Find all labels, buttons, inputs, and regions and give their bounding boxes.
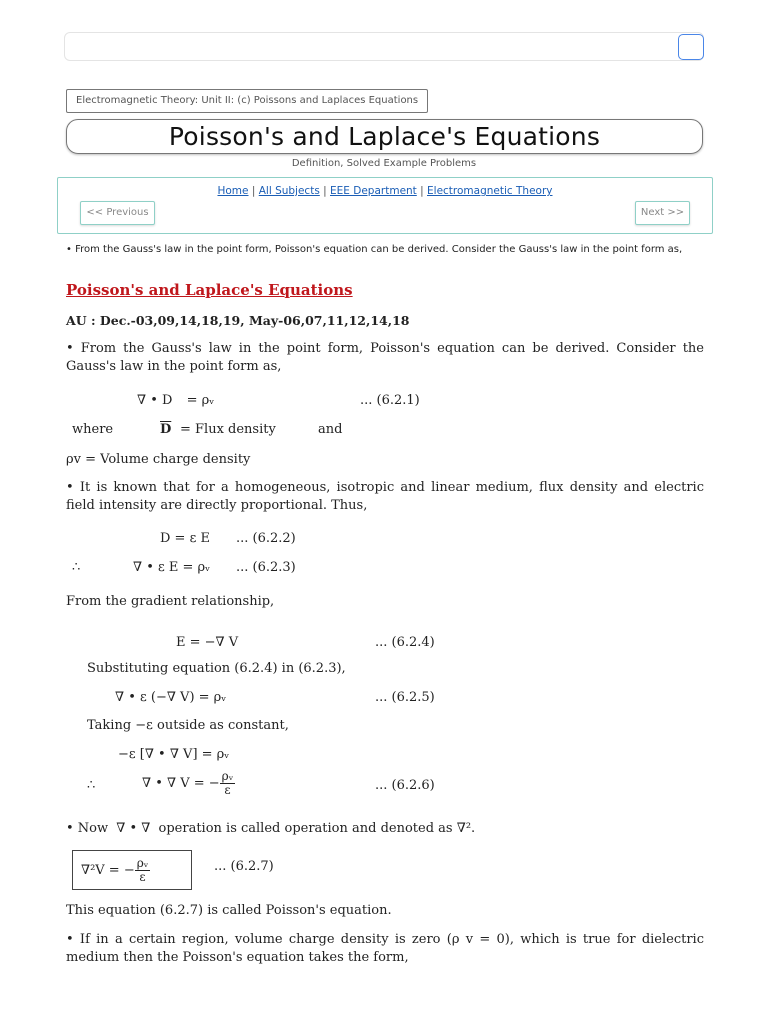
therefore-symbol-2: ∴ [87, 778, 96, 793]
paragraph-laplace: • If in a certain region, volume charge density is zero (ρ v = 0), which is true for dielectric medium then the Poisson's equation takes the form, [66, 932, 704, 965]
eq7-ref: ... (6.2.7) [214, 859, 274, 874]
page-title: Poisson's and Laplace's Equations [66, 119, 703, 154]
eq1-ref: ... (6.2.1) [360, 393, 420, 408]
eq6-ref: ... (6.2.6) [375, 778, 435, 793]
eq7-numerator: ρᵥ [136, 856, 149, 870]
eq7-fraction [135, 857, 151, 884]
eq7-lhs: ∇²V = − [81, 863, 135, 878]
eq5-ref: ... (6.2.5) [375, 690, 435, 705]
now-prefix: • Now [66, 821, 109, 836]
nav-link-eee-department[interactable]: EEE Department [330, 185, 417, 197]
next-button[interactable]: Next >> [635, 201, 690, 225]
equation-6-2-5: ∇ • ε (−∇ V) = ρᵥ [115, 690, 227, 705]
equation-6-2-1 [137, 393, 214, 408]
previous-button[interactable]: << Previous [80, 201, 155, 225]
rho-definition: ρv = Volume charge density [66, 452, 251, 467]
substituting-text: Substituting equation (6.2.4) in (6.2.3), [87, 661, 346, 676]
nabla-dot-nabla: ∇ • ∇ [116, 821, 151, 836]
eq4-ref: ... (6.2.4) [375, 635, 435, 650]
equation-6-2-2: D = ε E [160, 531, 210, 546]
gradient-text: From the gradient relationship, [66, 594, 275, 609]
paragraph-proportional: • It is known that for a homogeneous, isotropic and linear medium, flux density and electric field intensity are directly proportional. Thus, [66, 480, 704, 513]
equation-constant-out: −ε [∇ • ∇ V] = ρᵥ [118, 747, 230, 762]
now-line [66, 820, 704, 838]
eq6-lhs: ∇ • ∇ V = − [142, 776, 220, 791]
equation-6-2-3: ∇ • ε E = ρᵥ [133, 560, 211, 575]
eq3-ref: ... (6.2.3) [236, 560, 296, 575]
where-and: and [318, 422, 343, 437]
intro-text: • From the Gauss's law in the point form, Poisson's equation can be derived. Consider the Gauss's law in the point form as, [66, 244, 683, 255]
equation-6-2-4: E = −∇ V [176, 635, 239, 650]
equation-6-2-7 [81, 857, 150, 884]
nav-link-home[interactable]: Home [217, 185, 249, 197]
eq6-fraction [220, 770, 236, 797]
where-label: where [72, 422, 114, 437]
search-input[interactable] [64, 32, 704, 61]
eq6-numerator: ρᵥ [221, 769, 234, 783]
nav-links: Home | All Subjects | EEE Department | Electromagnetic Theory [217, 185, 553, 197]
nav-link-electromagnetic-theory[interactable]: Electromagnetic Theory [427, 185, 553, 197]
therefore-symbol: ∴ [72, 560, 81, 575]
nav-link-all-subjects[interactable]: All Subjects [258, 185, 320, 197]
au-line: AU : Dec.-03,09,14,18,19, May-06,07,11,12,14,18 [66, 313, 410, 328]
paragraph-gauss-law: • From the Gauss's law in the point form, Poisson's equation can be derived. Consider the Gauss's law in the point form as, [66, 341, 704, 374]
equation-6-2-6 [142, 770, 235, 797]
eq1-lhs: ∇ • D [137, 393, 173, 408]
eq1-rhs: = ρᵥ [186, 393, 215, 408]
navigation-box [57, 177, 713, 234]
page-subtitle: Definition, Solved Example Problems [291, 158, 477, 169]
poisson-equation-box [72, 850, 192, 890]
now-middle: operation is called operation and denoted as [158, 821, 453, 836]
laplacian-symbol: ∇². [456, 821, 476, 836]
where-symbol: $\overline{D}$ [160, 422, 172, 437]
poisson-text: This equation (6.2.7) is called Poisson's equation. [66, 903, 392, 918]
eq6-denominator: ε [224, 783, 231, 797]
where-definition: = Flux density [180, 422, 276, 437]
search-button[interactable] [678, 34, 704, 60]
eq2-ref: ... (6.2.2) [236, 531, 296, 546]
eq7-denominator: ε [139, 870, 146, 884]
breadcrumb[interactable]: Electromagnetic Theory: Unit II: (c) Poissons and Laplaces Equations [66, 89, 428, 113]
section-heading[interactable]: Poisson's and Laplace's Equations [66, 281, 353, 299]
taking-text: Taking −ε outside as constant, [87, 718, 289, 733]
